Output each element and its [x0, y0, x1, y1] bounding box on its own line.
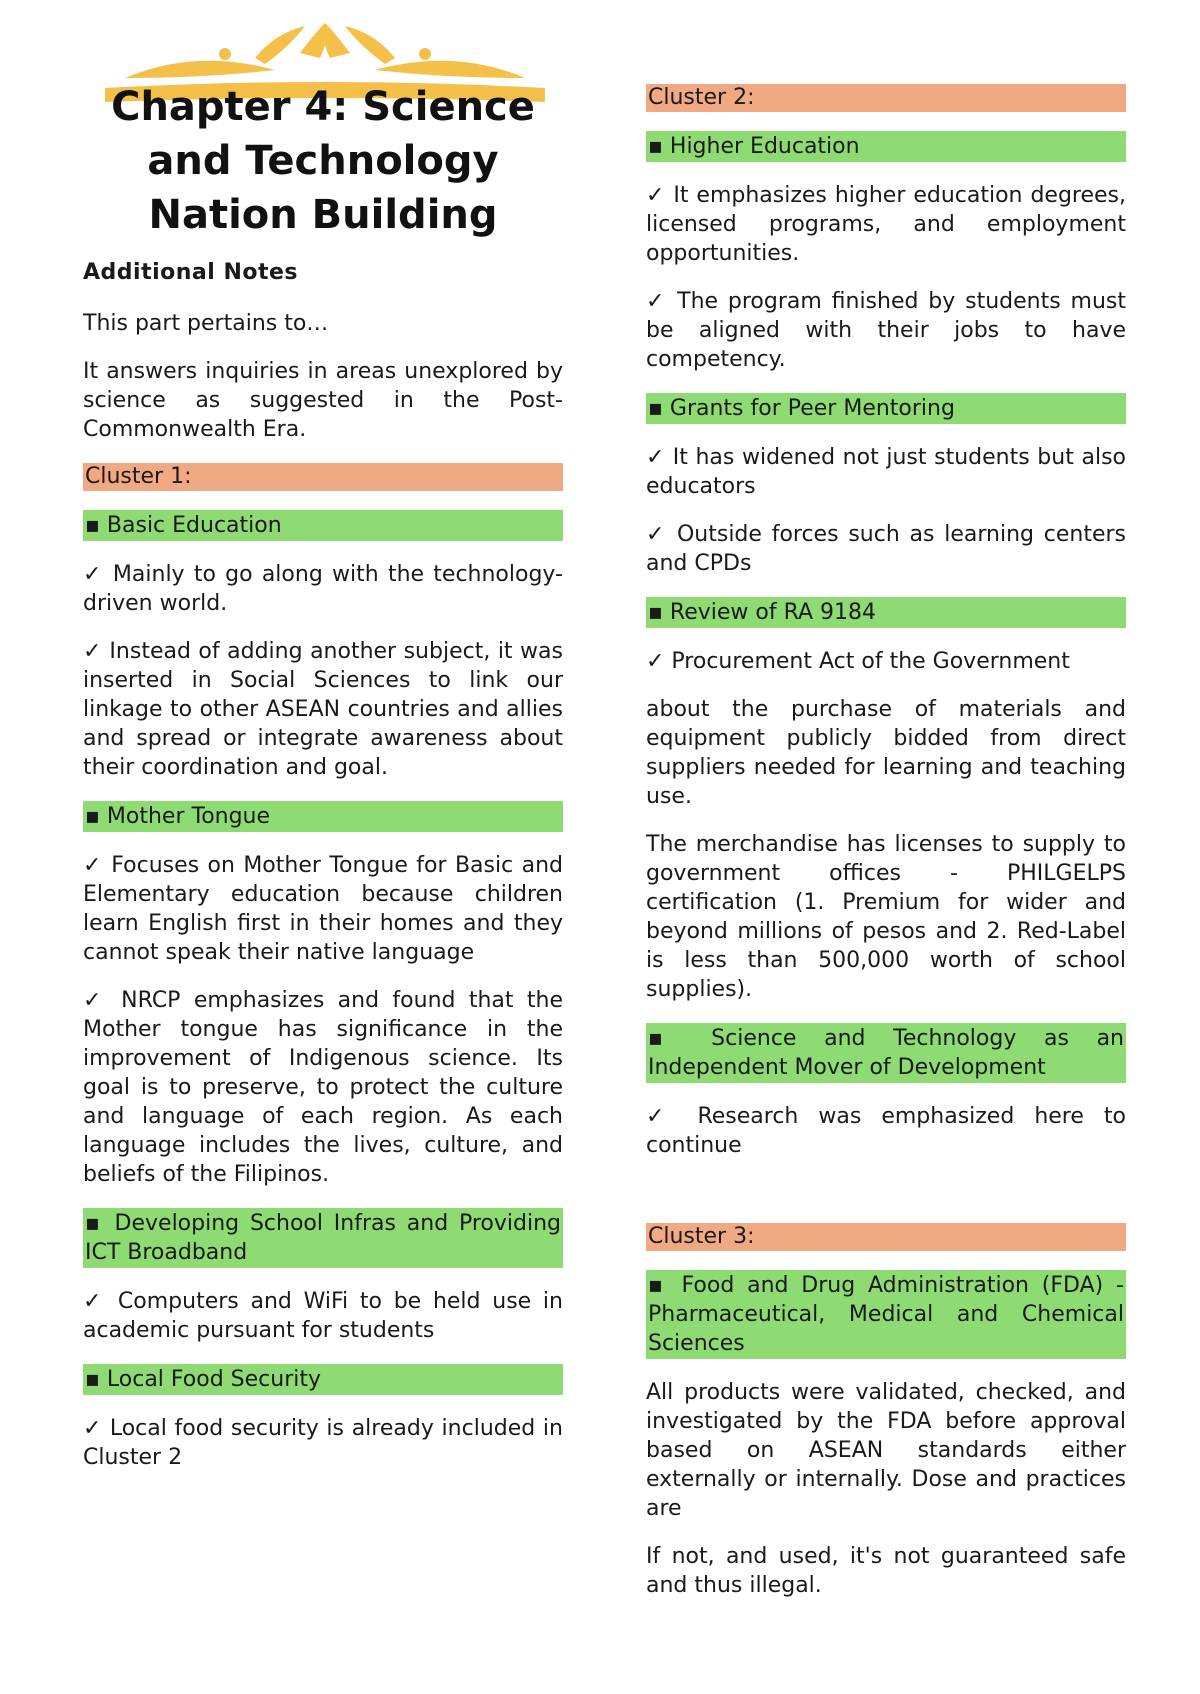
additional-notes-heading: Additional Notes — [83, 260, 299, 285]
local-food-security-point-1: ✓ Local food security is already included in Cluster 2 — [83, 1416, 563, 1470]
basic-education-heading: ▪ Basic Education — [83, 510, 563, 541]
school-infras-point-1: ✓ Computers and WiFi to be held use in academic pursuant for students — [83, 1289, 563, 1343]
ra-paragraph-1: about the purchase of materials and equipment publicly bidded from direct suppliers needed for learning and teaching use. — [646, 697, 1126, 809]
cluster-3-heading: Cluster 3: — [646, 1223, 1126, 1251]
ra-point-1: ✓ Procurement Act of the Government — [646, 649, 1070, 674]
science-technology-mover-heading: ▪ Science and Technology as an Independent Mover of Development — [646, 1023, 1126, 1083]
mother-tongue-point-1: ✓ Focuses on Mother Tongue for Basic and Elementary education because children learn English first in their homes and they cannot speak their native language — [83, 853, 563, 965]
spacer — [646, 1179, 1126, 1223]
higher-education-heading: ▪ Higher Education — [646, 131, 1126, 162]
cluster-2-heading: Cluster 2: — [646, 84, 1126, 112]
science-technology-point-1: ✓ Research was emphasized here to continue — [646, 1104, 1126, 1158]
mother-tongue-heading: ▪ Mother Tongue — [83, 801, 563, 832]
grants-point-2: ✓ Outside forces such as learning centers and CPDs — [646, 522, 1126, 576]
basic-education-point-1: ✓ Mainly to go along with the technology-driven world. — [83, 562, 563, 616]
basic-education-point-2: ✓ Instead of adding another subject, it was inserted in Social Sciences to link our linkage to other ASEAN countries and allies and spread or integrate awareness about their coordination and goal. — [83, 639, 563, 780]
higher-education-point-1: ✓ It emphasizes higher education degrees, licensed programs, and employment opportunities. — [646, 183, 1126, 266]
intro-text: This part pertains to… — [83, 311, 329, 336]
grants-peer-mentoring-heading: ▪ Grants for Peer Mentoring — [646, 393, 1126, 424]
review-ra-9184-heading: ▪ Review of RA 9184 — [646, 597, 1126, 628]
mother-tongue-point-2: ✓ NRCP emphasizes and found that the Mother tongue has significance in the improvement of Indigenous science. Its goal is to preserve, to protect the culture and language of each region. As each language includes the lives, culture, and beliefs of the Filipinos. — [83, 988, 563, 1187]
higher-education-point-2: ✓ The program finished by students must be aligned with their jobs to have competency. — [646, 289, 1126, 372]
ra-paragraph-2: The merchandise has licenses to supply to government offices - PHILGELPS certification (1. Premium for wider and beyond millions of pesos and 2. Red-Label is less than 500,000 worth of school supplies). — [646, 832, 1126, 1002]
fda-paragraph-2: If not, and used, it's not guaranteed safe and thus illegal. — [646, 1544, 1126, 1598]
intro-paragraph: It answers inquiries in areas unexplored by science as suggested in the Post-Commonwealth Era. — [83, 359, 563, 442]
school-infras-heading: ▪ Developing School Infras and Providing ICT Broadband — [83, 1208, 563, 1268]
grants-point-1: ✓ It has widened not just students but also educators — [646, 445, 1126, 499]
cluster-1-heading: Cluster 1: — [83, 463, 563, 491]
page-title: Chapter 4: Science and Technology Nation Building — [111, 84, 535, 238]
local-food-security-heading: ▪ Local Food Security — [83, 1364, 563, 1395]
fda-paragraph-1: All products were validated, checked, and investigated by the FDA before approval based on ASEAN standards either externally or internally. Dose and practices are — [646, 1380, 1126, 1521]
fda-heading: ▪ Food and Drug Administration (FDA) - Pharmaceutical, Medical and Chemical Sciences — [646, 1270, 1126, 1359]
